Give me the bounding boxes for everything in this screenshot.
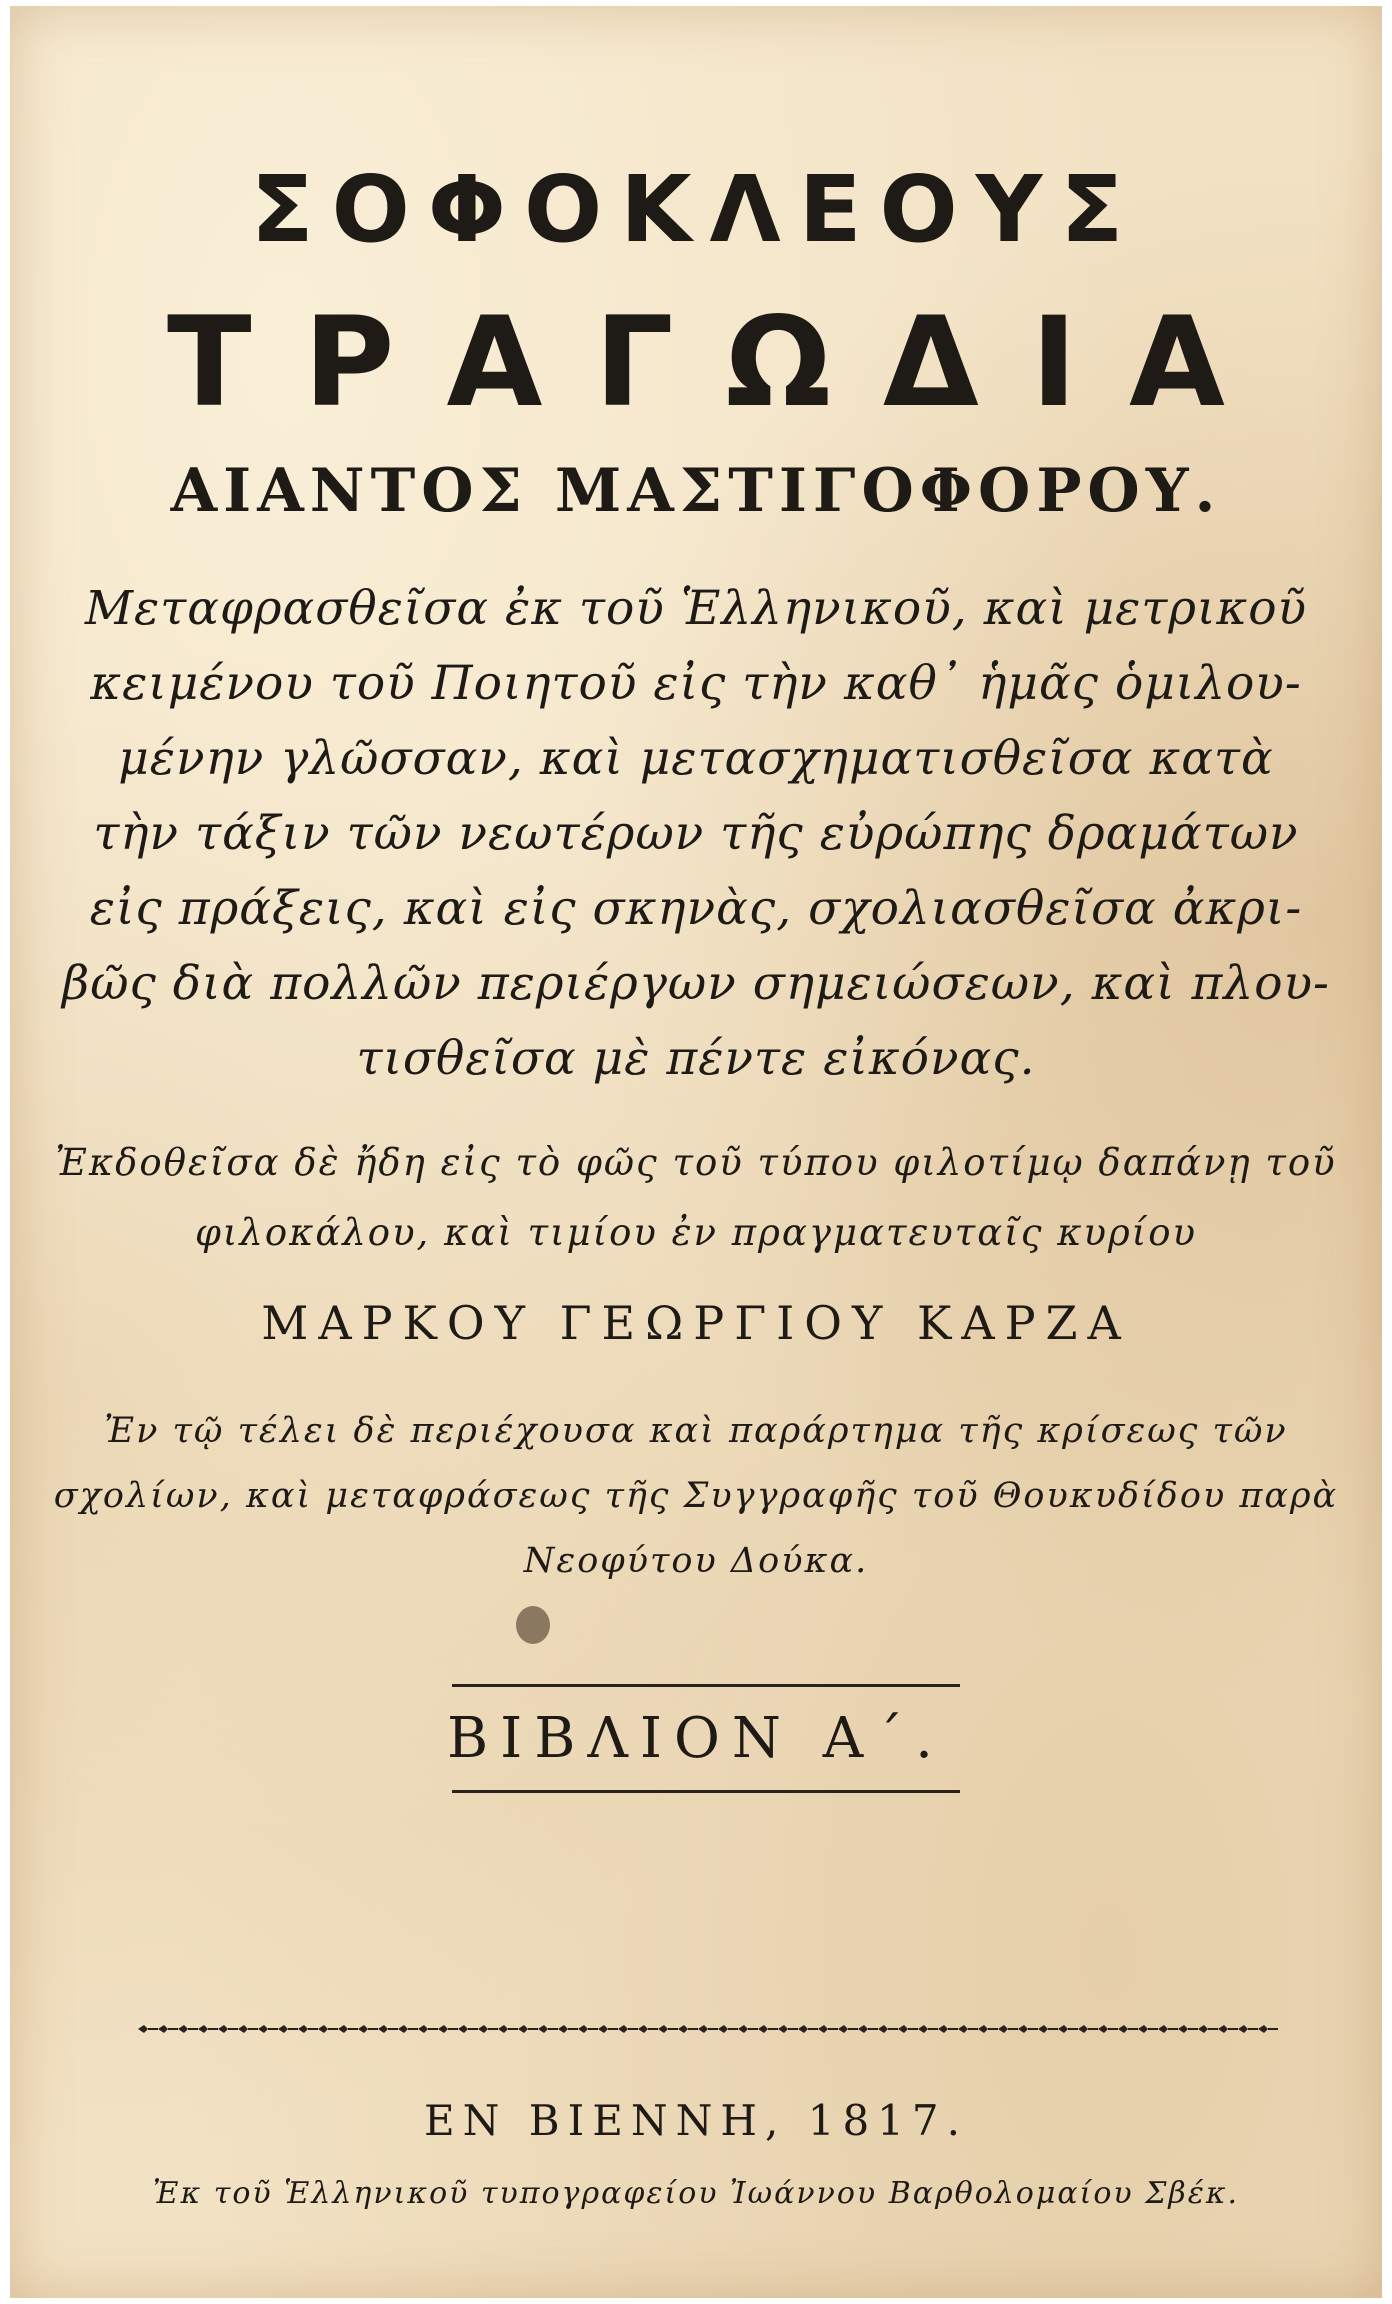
- ink-spot: [516, 1606, 550, 1644]
- description-line: τισθεῖσα μὲ πέντε εἰκόνας.: [356, 1031, 1036, 1086]
- description-line: κειμένου τοῦ Ποιητοῦ εἰς τὴν καθ᾽ ἡμᾶς ὁμιλου-: [90, 656, 1302, 711]
- title-page: [10, 6, 1382, 2298]
- description-line: εἰς πράξεις, καὶ εἰς σκηνὰς, σχολιασθεῖσα ἀκρι-: [89, 881, 1303, 936]
- appendix-line: Ἐν τῷ τέλει δὲ περιέχουσα καὶ παράρτημα τῆς κρίσεως τῶν: [104, 1411, 1288, 1451]
- appendix-line: σχολίων, καὶ μεταφράσεως τῆς Συγγραφῆς τοῦ Θουκυδίδου παρὰ: [53, 1476, 1339, 1516]
- description-line: μένην γλῶσσαν, καὶ μετασχηματισθεῖσα κατὰ: [118, 731, 1274, 786]
- author-title: ΣΟΦΟΚΛΕΟΥΣ: [250, 156, 1142, 263]
- book-rule-top: [452, 1684, 960, 1687]
- printer-line: Ἐκ τοῦ Ἑλληνικοῦ τυπογραφείου Ἰωάννου Βαρθολομαίου Σβέκ.: [152, 2176, 1240, 2211]
- imprint-place-date: ΕΝ ΒΙΕΝΝΗ, 1817.: [424, 2096, 968, 2145]
- publisher-name: ΜΑΡΚΟΥ ΓΕΩΡΓΙΟΥ ΚΑΡΖΑ: [261, 1296, 1131, 1350]
- description-line: Μεταφρασθεῖσα ἐκ τοῦ Ἑλληνικοῦ, καὶ μετρικοῦ: [84, 581, 1308, 636]
- book-volume-title: ΒΙΒΛΙΟΝ Α΄.: [447, 1706, 945, 1771]
- genre-title: ΤΡΑΓΩΔΙΑ: [167, 291, 1277, 435]
- publication-line: Ἐκδοθεῖσα δὲ ἤδη εἰς τὸ φῶς τοῦ τύπου φιλοτίμῳ δαπάνῃ τοῦ: [55, 1141, 1337, 1184]
- publication-line: φιλοκάλου, καὶ τιμίου ἐν πραγματευταῖς κυρίου: [194, 1211, 1198, 1254]
- book-rule-bottom: [452, 1790, 960, 1793]
- appendix-line: Νεοφύτου Δούκα.: [523, 1541, 869, 1581]
- ornamental-rule: [138, 2022, 1278, 2036]
- description-line: τὴν τάξιν τῶν νεωτέρων τῆς εὐρώπης δραμάτων: [93, 806, 1299, 861]
- description-line: βῶς διὰ πολλῶν περιέργων σημειώσεων, καὶ πλου-: [62, 956, 1330, 1011]
- play-title: ΑΙΑΝΤΟΣ ΜΑΣΤΙΓΟΦΟΡΟΥ.: [170, 456, 1222, 526]
